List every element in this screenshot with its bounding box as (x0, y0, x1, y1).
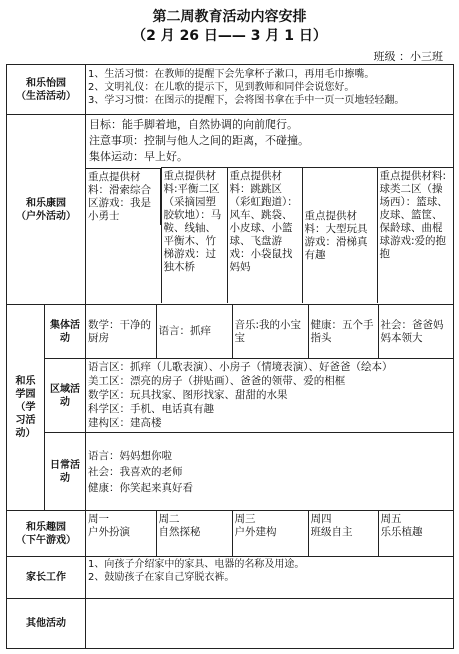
group-activity-item: 健康：五个手指头 (308, 305, 378, 358)
date-range: （2 月 26 日—— 3 月 1 日） (132, 28, 327, 44)
group-activity-item: 数学：干净的厨房 (86, 305, 156, 358)
daily-line: 健康：你笑起来真好看 (88, 481, 193, 494)
row-afternoon-games (7, 511, 454, 557)
outdoor-group: 集体运动：早上好。 (89, 150, 188, 163)
parent-line: 1、向孩子介绍家中的家具、电器的名称及用途。 (88, 559, 305, 570)
row-life-activities (7, 65, 454, 115)
parent-work-label: 家长工作 (7, 557, 86, 599)
group-activity-item: 音乐:我的小宝宝 (232, 305, 308, 358)
life-line: 3、学习习惯：在图示的提醒下，会将图书拿在手中一页一页地轻轻翻。 (88, 95, 405, 106)
other-activities-content (86, 599, 454, 649)
afternoon-games-label: 和乐趣园 （下午游戏） (7, 511, 86, 557)
daily-line: 社会：我喜欢的老师 (88, 465, 183, 478)
outdoor-zone: 重点提供材料:平衡二区（采摘园塑胶软地）：马鞍、线轴、平衡木、竹梯游戏：过独木桥 (161, 168, 227, 304)
row-area-activities (7, 359, 454, 433)
outdoor-goal: 目标：能手脚着地，自然协调的向前爬行。 (89, 118, 298, 131)
group-activities-content (86, 305, 454, 359)
life-activities-content (86, 65, 454, 115)
daily-activities-content (86, 433, 454, 511)
outdoor-zones-table (86, 167, 454, 303)
area-line: 美工区：漂亮的房子（拼贴画）、爸爸的领带、爱的相框 (88, 375, 346, 387)
page-title: 第二周教育活动内容安排 (152, 9, 307, 25)
daily-line: 语言：妈妈想你啦 (88, 449, 172, 462)
outdoor-zone: 重点提供材料:球类二区（操场西）：篮球、皮球、篮筐、保龄球、曲棍球游戏:爱的抱抱 (377, 168, 454, 304)
area-activities-label: 区域活动 (45, 359, 86, 433)
group-activity-item: 社会：爸爸妈妈本领大 (378, 305, 454, 358)
life-activities-label: 和乐怡园 （生活活动） (7, 65, 86, 115)
outdoor-zone: 重点提供材料：跳跳区（彩虹跑道）：风车、跳袋、小皮球、小篮球、飞盘游戏：小袋鼠找妈妈 (227, 168, 302, 304)
learning-activities-label: 和乐 学园 （学 习活 动） (7, 305, 45, 511)
row-daily-activities (7, 433, 454, 511)
outdoor-activities-label: 和乐康园 （户外活动） (7, 115, 86, 305)
afternoon-games-content (86, 511, 454, 557)
group-activity-item: 语言：抓痒 (156, 305, 232, 358)
area-line: 科学区：手机、电话真有趣 (88, 403, 214, 415)
daily-activities-label: 日常活动 (45, 433, 86, 511)
outdoor-zone: 重点提供材料：大型玩具游戏：滑梯真有趣 (302, 168, 377, 304)
parent-line: 2、鼓励孩子在家自己穿脱衣裤。 (88, 572, 235, 583)
area-line: 数学区：玩具找家、图形找家、甜甜的水果 (88, 389, 288, 401)
row-outdoor-activities (7, 115, 454, 305)
afternoon-game-day: 周二 自然探秘 (156, 511, 232, 556)
class-label: 班级 ：小三班 (373, 50, 443, 63)
life-line: 2、文明礼仪：在儿歌的提示下，见到教师和同伴会说您好。 (88, 82, 355, 93)
outdoor-notes: 注意事项：控制与他人之间的距离，不碰撞。 (89, 134, 309, 147)
area-line: 建构区：建高楼 (88, 417, 162, 429)
row-group-activities (7, 305, 454, 359)
afternoon-game-day: 周一 户外扮演 (86, 511, 156, 556)
schedule-table (6, 64, 454, 649)
afternoon-game-day: 周三 户外建构 (232, 511, 308, 556)
life-line: 1、生活习惯：在教师的提醒下会先拿杯子漱口，再用毛巾擦嘴。 (88, 69, 375, 80)
row-parent-work (7, 557, 454, 599)
area-activities-content (86, 359, 454, 433)
group-activities-label: 集体活动 (45, 305, 86, 359)
area-line: 语言区：抓痒（儿歌表演）、小房子（情境表演）、好爸爸（绘本） (88, 361, 393, 373)
parent-work-content (86, 557, 454, 599)
outdoor-activities-content (86, 115, 454, 305)
row-other-activities (7, 599, 454, 649)
afternoon-game-day: 周五 乐乐植趣 (378, 511, 454, 556)
outdoor-zone: 重点提供材料：滑索综合区游戏：我是小勇士 (86, 168, 161, 225)
other-activities-label: 其他活动 (7, 599, 86, 649)
afternoon-game-day: 周四 班级自主 (308, 511, 378, 556)
